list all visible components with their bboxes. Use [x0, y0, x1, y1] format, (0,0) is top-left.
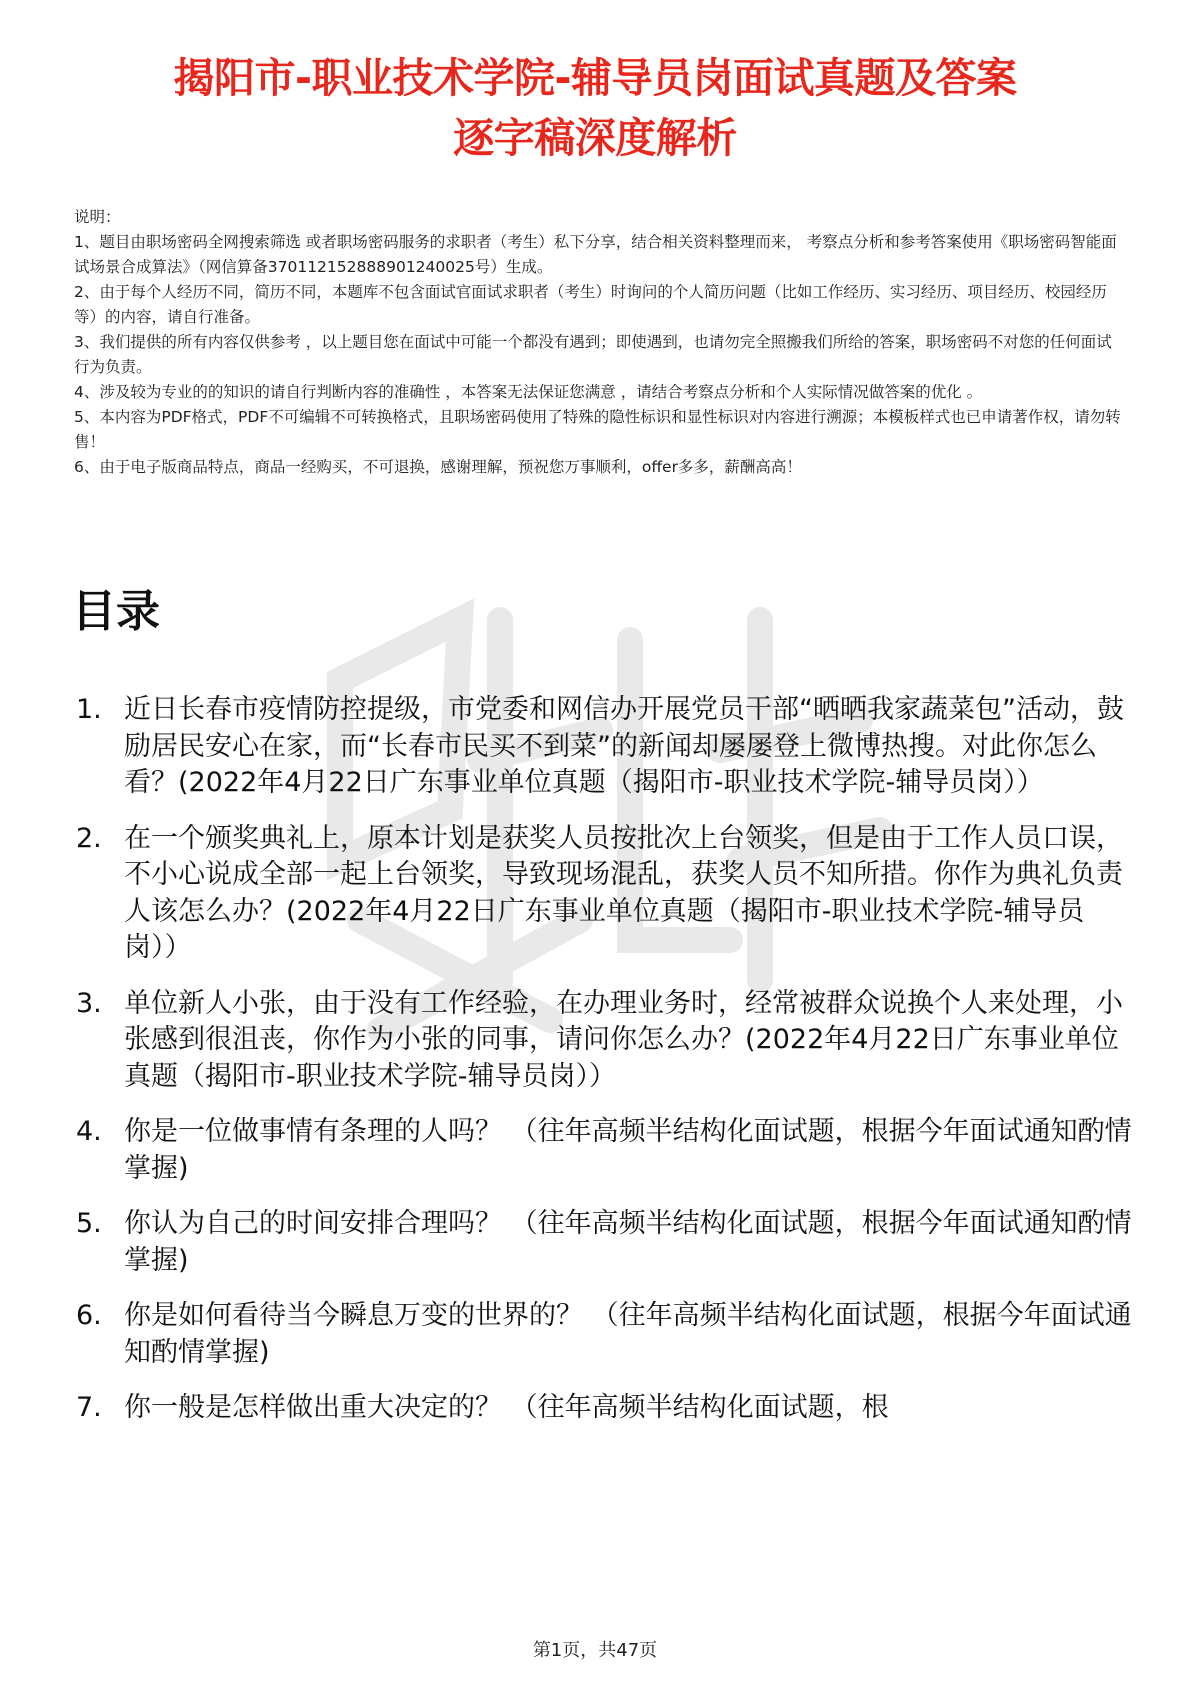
- toc-item-text: 单位新人小张，由于没有工作经验，在办理业务时，经常被群众说换个人来处理，小张感到很沮丧，你作为小张的同事，请问你怎么办？(2022年4月22日广东事业单位真题（揭阳市-职业技术学院-辅导员岗））: [124, 987, 1123, 1092]
- toc-item-number: 7.: [76, 1392, 102, 1423]
- toc-item[interactable]: [76, 1390, 1136, 1427]
- instructions-heading: 说明：: [74, 208, 121, 226]
- toc-item-number: 4.: [76, 1116, 102, 1147]
- instruction-item: 2、由于每个人经历不同，简历不同，本题库不包含面试官面试求职者（考生）时询问的个人简历问题（比如工作经历、实习经历、项目经历、校园经历等）的内容，请自行准备。: [74, 283, 1107, 326]
- toc-item[interactable]: [76, 1298, 1136, 1371]
- instruction-item: 3、我们提供的所有内容仅供参考 ，以上题目您在面试中可能一个都没有遇到；即使遇到，也请勿完全照搬我们所给的答案，职场密码不对您的任何面试行为负责。: [74, 333, 1112, 376]
- toc-heading: 目录: [72, 586, 160, 637]
- toc-item-text: 你是一位做事情有条理的人吗？ （往年高频半结构化面试题，根据今年面试通知酌情掌握): [124, 1116, 1132, 1184]
- toc-item[interactable]: [76, 821, 1136, 967]
- toc-item[interactable]: [76, 986, 1136, 1096]
- toc-item-number: 5.: [76, 1208, 102, 1239]
- instruction-item: 6、由于电子版商品特点，商品一经购买，不可退换，感谢理解，预祝您万事顺利，offer多多，薪酬高高！: [74, 458, 802, 476]
- toc-item-number: 6.: [76, 1300, 102, 1331]
- table-of-contents: [76, 692, 1136, 1446]
- toc-item[interactable]: [76, 692, 1136, 802]
- title-line-2: 逐字稿深度解析: [453, 114, 737, 162]
- document-title: [40, 48, 1150, 168]
- toc-item-text: 近日长春市疫情防控提级，市党委和网信办开展党员干部“晒晒我家蔬菜包”活动，鼓励居民安心在家，而“长春市民买不到菜”的新闻却屡屡登上微博热搜。对此你怎么看？(2022年4月22日广东事业单位真题（揭阳市-职业技术学院-辅导员岗））: [124, 694, 1124, 798]
- instruction-item: 4、涉及较为专业的的知识的请自行判断内容的准确性 ，本答案无法保证您满意 ，请结合考察点分析和个人实际情况做答案的优化 。: [74, 383, 983, 401]
- page-number: 第1页，共47页: [532, 1640, 658, 1661]
- toc-item-number: 3.: [76, 987, 102, 1019]
- instruction-item: 1、题目由职场密码全网搜索筛选 或者职场密码服务的求职者（考生）私下分享，结合相关资料整理而来， 考察点分析和参考答案使用《职场密码智能面试场景合成算法》（网信算备370112152888901240025号）生成。: [74, 233, 1117, 276]
- title-line-1: 揭阳市-职业技术学院-辅导员岗面试真题及答案: [173, 54, 1017, 102]
- toc-item-number: 2.: [76, 822, 102, 854]
- toc-item[interactable]: [76, 1206, 1136, 1279]
- instructions-block: [74, 205, 1124, 480]
- toc-item-text: 你认为自己的时间安排合理吗？ （往年高频半结构化面试题，根据今年面试通知酌情掌握): [124, 1208, 1132, 1276]
- toc-item-text: 在一个颁奖典礼上，原本计划是获奖人员按批次上台领奖，但是由于工作人员口误，不小心说成全部一起上台领奖，导致现场混乱，获奖人员不知所措。你作为典礼负责人该怎么办？(2022年4月22日广东事业单位真题（揭阳市-职业技术学院-辅导员岗））: [124, 822, 1123, 963]
- toc-item-text: 你一般是怎样做出重大决定的？ （往年高频半结构化面试题，根: [124, 1392, 889, 1423]
- toc-item[interactable]: [76, 1114, 1136, 1187]
- toc-item-number: 1.: [76, 694, 102, 725]
- toc-item-text: 你是如何看待当今瞬息万变的世界的？ （往年高频半结构化面试题，根据今年面试通知酌情掌握): [124, 1300, 1132, 1368]
- instruction-item: 5、本内容为PDF格式，PDF不可编辑不可转换格式，且职场密码使用了特殊的隐性标识和显性标识对内容进行溯源；本模板样式也已申请著作权，请勿转售！: [74, 408, 1121, 451]
